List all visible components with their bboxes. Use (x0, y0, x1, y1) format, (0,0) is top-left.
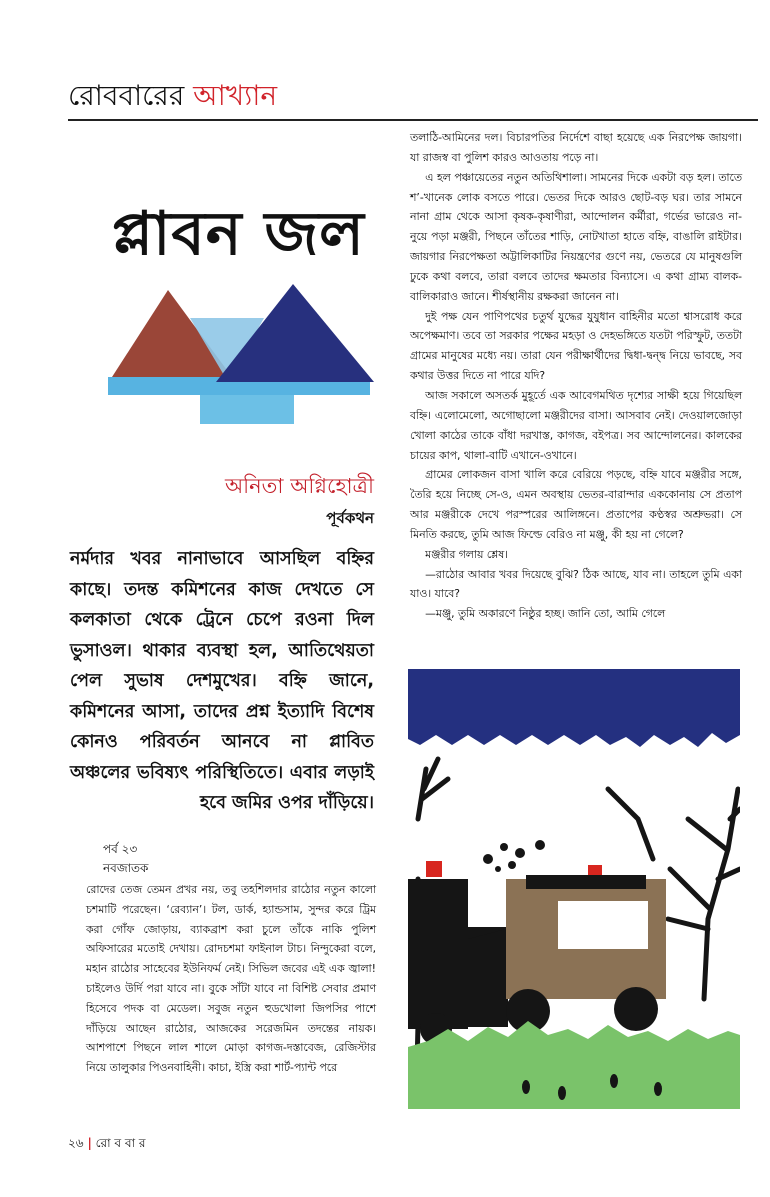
page-number: ২৬ (68, 1136, 84, 1150)
header-divider (68, 119, 758, 121)
story-summary: নর্মদার খবর নানাভাবে আসছিল বহ্নির কাছে। তদন্ত কমিশনের কাজ দেখতে সে কলকাতা থেকে ট্রেনে চেপে রওনা দিল ভুসাওল। থাকার ব্যবস্থা হল, আতিথেয়তা পেল সুভাষ দেশমুখের। বহ্নি জানে, কমিশনের আসা, তাদের প্রশ্ন ইত্যাদি বিশেষ কোনও পরিবর্তন আনবে না প্লাবিত অঞ্চলের ভবিষ্যৎ পরিস্থিতিতে। এবার লড়াই হবে জমির ওপর দাঁড়িয়ে। (70, 549, 374, 813)
paragraph: তলাঠি-আমিনের দল। বিচারপতির নির্দেশে বাছা হয়েছে এক নিরপেক্ষ জায়গা। যা রাজস্ব বা পুলিশ কারও আওতায় পড়ে না। (410, 131, 742, 164)
title-illustration (108, 282, 374, 424)
paragraph: মঞ্জরীর গলায় শ্লেষ। (425, 547, 509, 561)
paragraph: রোদের তেজ তেমন প্রখর নয়, তবু তহশিলদার রাঠোর নতুন কালো চশমাটি পরেছেন। ‘রেব্যান’। টল, ডার্ক, হ্যান্ডসাম, সুন্দর করে ট্রিম করা গোঁফ জোড়ায়, ব্যাকব্রাশ করা চুলে তাঁকে নাকি পুলিশ অফিসারের মতোই দেখায়। রোদচশমা ফাইনাল টাচ। নিন্দুকেরা বলে, মহান রাঠোর সাহেবের ইউনিফর্ম নেই। সিভিল জবের এই এক জ্বালা! চাইলেও উর্দি পরা যাবে না। বুকে সাঁটা যাবে না বিশিষ্ট সেবার প্রমাণ হিসেবে পদক বা মেডেল। সবুজ নতুন হুডখোলা জিপসির পাশে দাঁড়িয়ে আছেন রাঠোর, আজকের সরেজমিন তদন্তের নায়ক। আশপাশে পিছনে লাল শালে মোড়া কাগজ-দস্তাবেজ, রেজিস্টার নিয়ে তালুকার পিওনবাহিনী। কাচা, ইস্ত্রি করা শার্ট-প্যান্ট পরে (86, 883, 376, 1075)
section-title (68, 78, 277, 114)
section-title-black: রোববারের (68, 79, 194, 112)
publication-name: রো ব বা র (95, 1136, 146, 1150)
left-column-text (86, 880, 376, 1078)
paragraph: —রাঠোর আবার খবর দিয়েছে বুঝি? ঠিক আছে, যাব না। তাহলে তুমি একা যাও। যাবে? (410, 567, 742, 601)
author-name: অনিতা অগ্নিহোত্রী (224, 474, 374, 498)
paragraph: দুই পক্ষ যেন পাণিপথের চতুর্থ যুদ্ধের যুযুধান বাহিনীর মতো শ্বাসরোধ করে অপেক্ষমাণ। তবে তা সরকার পক্ষের মহড়া ও দেহভঙ্গিতে যতটা পরিস্ফুট, ততটা গ্রামের মানুষের মধ্যে নয়। তারা যেন পরীক্ষার্থীদের দ্বিধা-দ্বন্দ্ব নিয়ে ভাবছে, সব কথার উত্তর দিতে না পারে যদি? (410, 309, 742, 383)
story-title: প্লাবন জল (112, 199, 365, 269)
episode-label: পর্ব ২৩ (103, 842, 138, 856)
vehicle-wheel (614, 987, 658, 1031)
siren-light-left (426, 861, 442, 877)
paragraph: এ হল পঞ্চায়েতের নতুন অতিথিশালা। সামনের দিকে একটা বড় হল। তাতে শ’-খানেক লোক বসতে পারে। ভেতর দিকে আরও ছোট-বড় ঘর। তার সামনে নানা গ্রাম থেকে আসা কৃষক-কৃষাণীরা, আন্দোলন কর্মীরা, গর্ভের ভারেও না-নুয়ে পড়া মঞ্জরী, পিছনে তাঁতের শাড়ি, নোটখাতা হাতে বহ্নি, বাঙালি রাইটার। জায়গার নিরপেক্ষতা অট্টালিকাটির নিয়ন্ত্রণের গুণে নয়, ভেতরে যে মানুষগুলি ঢুকে কথা বলবে, তারা বলবে তাদের ক্ষমতার বিন্যাসে। এ কথা গ্রাম্য বালক-বালিকারাও জানে। শীর্ষস্থানীয় রক্ষকরা জানেন না। (410, 170, 742, 303)
story-illustration (408, 669, 740, 1109)
jeep-front (468, 929, 506, 999)
page-footer (68, 1135, 146, 1155)
paragraph: গ্রামের লোকজন বাসা খালি করে বেরিয়ে পড়ছে, বহ্নি যাবে মঞ্জরীর সঙ্গে, তৈরি হয়ে নিচ্ছে সে-ও, এমন অবস্থায় ভেতর-বারান্দার এককোনায় সে প্রতাপ আর মঞ্জরীকে দেখে পরস্পরের আলিঙ্গনে। প্রতাপের কণ্ঠস্বর অশ্রুভরা। সে মিনতি করছে, তুমি আজ ফিল্ডে বেরিও না মঞ্জু, কী হয় না গেলে? (410, 468, 742, 541)
paragraph: —মঞ্জু, তুমি অকারণে নিষ্ঠুর হচ্ছ। জানি তো, আমি গেলে (425, 607, 666, 621)
illustration-sky (408, 669, 740, 747)
right-column-text (410, 128, 742, 624)
section-title-red: আখ্যান (193, 79, 278, 112)
footer-separator: | (87, 1136, 92, 1150)
prelude-label: পূর্বকথন (326, 509, 374, 527)
episode-title: নবজাতক (103, 861, 149, 875)
jeep-roof (526, 875, 646, 889)
jeep-window (558, 901, 648, 949)
paragraph: আজ সকালে অসতর্ক মুহূর্তে এক আবেগমথিত দৃশ্যের সাক্ষী হয়ে গিয়েছিল বহ্নি। এলোমেলো, অগোছালো মঞ্জরীদের বাসা। আসবাব নেই। দেওয়ালজোড়া খোলা কাঠের তাকে বাঁধা দরখাস্ত, কাগজ, বইপত্র। সব আন্দোলনের। কালকের চায়ের কাপ, থালা-বাটি এখানে-ওখানে। (410, 388, 742, 462)
